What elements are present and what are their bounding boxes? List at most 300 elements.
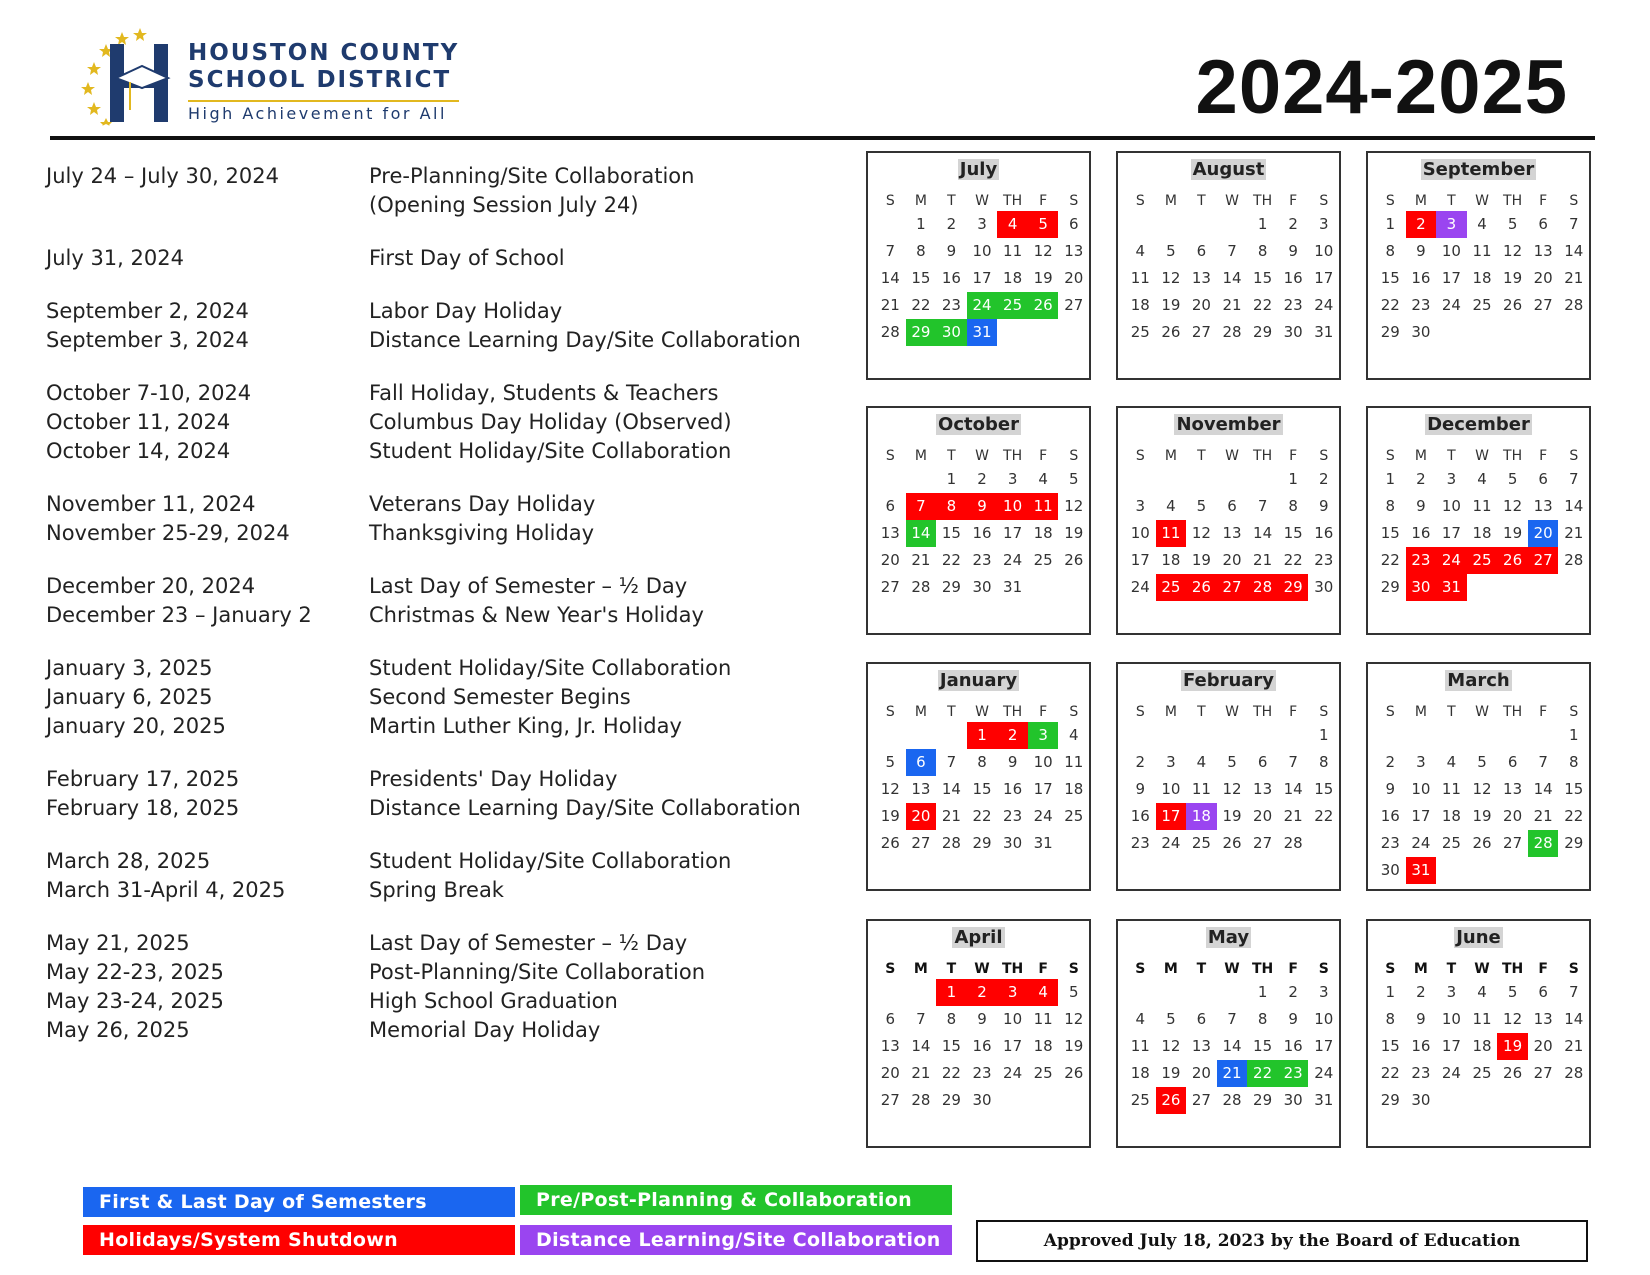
- event-description: Student Holiday/Site Collaboration: [369, 849, 732, 873]
- day-cell: 1: [1257, 215, 1268, 233]
- empty-cell: [1558, 857, 1589, 884]
- day-cell: 12: [1503, 497, 1523, 515]
- day-cell: 7: [1288, 753, 1298, 771]
- empty-cell: [1125, 466, 1156, 493]
- weekday-label: TH: [1003, 193, 1023, 209]
- event-description: Student Holiday/Site Collaboration: [369, 656, 732, 680]
- day-cell: 25: [1033, 1064, 1053, 1082]
- weekday-label: T: [1196, 961, 1207, 977]
- day-cell: 14: [1253, 524, 1273, 542]
- day-cell: 5: [1028, 211, 1059, 238]
- day-cell: 4: [1446, 753, 1457, 771]
- day-cell: 18: [1130, 296, 1150, 314]
- day-cell: 7: [906, 493, 937, 520]
- day-cell: 27: [1191, 1091, 1211, 1109]
- month-title-row: [868, 414, 1089, 438]
- day-cell: 23: [972, 551, 992, 569]
- month-december: [1366, 406, 1591, 635]
- day-cell: 22: [972, 807, 992, 825]
- day-cell: 8: [1318, 753, 1329, 771]
- weekday-label: TH: [1253, 704, 1273, 720]
- empty-cell: [1497, 857, 1528, 884]
- day-cell: 11: [1003, 242, 1023, 260]
- day-cell: 6: [1538, 470, 1548, 488]
- event-row: [46, 437, 846, 466]
- event-date: May 26, 2025: [46, 1018, 190, 1042]
- week-row: [1118, 749, 1339, 776]
- weekday-label: T: [1446, 961, 1457, 977]
- event-row: [46, 326, 846, 355]
- day-cell: 25: [1033, 551, 1053, 569]
- week-row: [1368, 211, 1589, 238]
- day-cell: 28: [1247, 574, 1278, 601]
- day-cell: 15: [1380, 269, 1400, 287]
- empty-cell: [1217, 211, 1248, 238]
- day-cell: 16: [941, 269, 961, 287]
- event-row: [46, 572, 846, 601]
- event-row: [46, 794, 846, 823]
- day-cell: 7: [1568, 470, 1579, 488]
- day-cell: 21: [1222, 296, 1242, 314]
- weekday-label: S: [1135, 704, 1145, 720]
- day-cell: 25: [1467, 547, 1498, 574]
- day-cell: 27: [1533, 1064, 1553, 1082]
- empty-cell: [1217, 466, 1248, 493]
- day-cell: 15: [1253, 269, 1273, 287]
- event-date: September 3, 2024: [46, 328, 249, 352]
- weekday-label: M: [1414, 704, 1427, 720]
- empty-cell: [1247, 466, 1278, 493]
- day-cell: 19: [1064, 524, 1084, 542]
- empty-cell: [1058, 1087, 1089, 1114]
- weekday-label: F: [1039, 193, 1048, 209]
- day-cell: 27: [1191, 323, 1211, 341]
- event-date: May 22-23, 2025: [46, 960, 224, 984]
- day-cell: 30: [1411, 1091, 1431, 1109]
- week-row: [1368, 1060, 1589, 1087]
- day-cell: 6: [1538, 215, 1548, 233]
- weekday-label: T: [947, 448, 956, 464]
- day-cell: 11: [1472, 242, 1492, 260]
- day-cell: 15: [911, 269, 931, 287]
- day-cell: 10: [1314, 1010, 1334, 1028]
- event-date: July 24 – July 30, 2024: [46, 164, 279, 188]
- weekday-label: TH: [1003, 704, 1023, 720]
- day-cell: 8: [1288, 497, 1298, 515]
- day-cell: 22: [1314, 807, 1334, 825]
- day-cell: 7: [1227, 242, 1237, 260]
- day-cell: 9: [1007, 753, 1018, 771]
- day-cell: 15: [941, 524, 961, 542]
- day-cell: 7: [1568, 983, 1579, 1001]
- day-cell: 3: [1416, 753, 1426, 771]
- day-cell: 20: [1191, 1064, 1211, 1082]
- event-description: Student Holiday/Site Collaboration: [369, 439, 732, 463]
- day-cell: 8: [1385, 1010, 1396, 1028]
- day-cell: 14: [1222, 269, 1242, 287]
- weekday-label: M: [914, 193, 927, 209]
- month-march: [1366, 662, 1591, 891]
- weekday-label: F: [1539, 193, 1548, 209]
- empty-cell: [1186, 722, 1217, 749]
- week-row: [1368, 749, 1589, 776]
- day-cell: 9: [1416, 1010, 1426, 1028]
- weekday-label: F: [1289, 448, 1298, 464]
- weekday-label: W: [975, 193, 989, 209]
- week-row: [1118, 979, 1339, 1006]
- day-cell: 18: [1186, 803, 1217, 830]
- day-cell: 19: [1064, 1037, 1084, 1055]
- day-cell: 13: [1533, 242, 1553, 260]
- weekday-label: W: [1225, 448, 1239, 464]
- event-group: [46, 847, 846, 905]
- empty-cell: [1156, 722, 1187, 749]
- day-cell: 13: [911, 780, 931, 798]
- weekday-header: [1118, 446, 1339, 466]
- day-cell: 19: [1503, 524, 1523, 542]
- day-cell: 15: [1253, 1037, 1273, 1055]
- day-cell: 5: [885, 753, 896, 771]
- day-cell: 12: [1064, 1010, 1084, 1028]
- weekday-label: S: [1385, 704, 1395, 720]
- empty-cell: [1058, 319, 1089, 346]
- week-row: [1368, 466, 1589, 493]
- day-cell: 17: [1441, 524, 1461, 542]
- weekday-label: W: [1475, 448, 1489, 464]
- week-row: [868, 1060, 1089, 1087]
- day-cell: 19: [1161, 1064, 1181, 1082]
- legend-holidays: Holidays/System Shutdown: [83, 1225, 515, 1255]
- empty-cell: [1028, 1087, 1059, 1114]
- day-cell: 8: [916, 242, 926, 260]
- day-cell: 20: [1533, 269, 1553, 287]
- empty-cell: [1528, 1087, 1559, 1114]
- day-cell: 28: [1283, 834, 1303, 852]
- day-cell: 3: [1446, 983, 1457, 1001]
- month-april: [866, 919, 1091, 1148]
- day-cell: 25: [1130, 323, 1150, 341]
- day-cell: 23: [1411, 1064, 1431, 1082]
- day-cell: 26: [1472, 834, 1492, 852]
- day-cell: 14: [1283, 780, 1303, 798]
- day-cell: 20: [1533, 1037, 1553, 1055]
- day-cell: 21: [880, 296, 900, 314]
- day-cell: 4: [997, 211, 1028, 238]
- month-october: [866, 406, 1091, 635]
- empty-cell: [1528, 857, 1559, 884]
- event-row: [46, 929, 846, 958]
- day-cell: 8: [946, 1010, 957, 1028]
- day-cell: 9: [1416, 497, 1426, 515]
- day-cell: 3: [1166, 753, 1176, 771]
- event-date: July 31, 2024: [46, 246, 184, 270]
- weekday-label: M: [1414, 448, 1427, 464]
- day-cell: 9: [1416, 242, 1426, 260]
- empty-cell: [1436, 1087, 1467, 1114]
- day-cell: 14: [1564, 497, 1584, 515]
- event-description: Spring Break: [369, 878, 504, 902]
- day-cell: 1: [1385, 983, 1396, 1001]
- empty-cell: [1156, 466, 1187, 493]
- weekday-label: TH: [1251, 961, 1274, 977]
- weekday-label: M: [914, 448, 927, 464]
- day-cell: 17: [1441, 1037, 1461, 1055]
- day-cell: 15: [1380, 1037, 1400, 1055]
- day-cell: 23: [972, 1064, 992, 1082]
- day-cell: 23: [941, 296, 961, 314]
- event-row: [46, 654, 846, 683]
- weekday-label: T: [947, 704, 956, 720]
- day-cell: 20: [1253, 807, 1273, 825]
- weekday-label: F: [1038, 961, 1048, 977]
- weekday-label: M: [1413, 961, 1428, 977]
- day-cell: 3: [1028, 722, 1059, 749]
- day-cell: 4: [1028, 979, 1059, 1006]
- weekday-header: [868, 959, 1089, 979]
- weekday-label: S: [1318, 961, 1329, 977]
- weekday-header: [1118, 959, 1339, 979]
- day-cell: 19: [1161, 296, 1181, 314]
- day-cell: 26: [1064, 1064, 1084, 1082]
- week-row: [1118, 265, 1339, 292]
- weekday-label: M: [1164, 448, 1177, 464]
- day-cell: 1: [1385, 470, 1396, 488]
- day-cell: 27: [880, 1091, 900, 1109]
- event-group: [46, 572, 846, 630]
- empty-cell: [1436, 319, 1467, 346]
- day-cell: 10: [1411, 780, 1431, 798]
- day-cell: 24: [1411, 834, 1431, 852]
- day-cell: 13: [880, 524, 900, 542]
- day-cell: 26: [1028, 292, 1059, 319]
- day-cell: 29: [1278, 574, 1309, 601]
- day-cell: 29: [1380, 323, 1400, 341]
- month-title-row: [1118, 927, 1339, 951]
- day-cell: 2: [1416, 470, 1426, 488]
- day-cell: 30: [1283, 323, 1303, 341]
- day-cell: 1: [1318, 726, 1329, 744]
- event-date: January 3, 2025: [46, 656, 213, 680]
- weekday-label: S: [885, 193, 895, 209]
- event-group: [46, 765, 846, 823]
- day-cell: 23: [1003, 807, 1023, 825]
- day-cell: 21: [1564, 269, 1584, 287]
- day-cell: 27: [1253, 834, 1273, 852]
- event-group: [46, 929, 846, 1045]
- event-group: [46, 654, 846, 741]
- empty-cell: [906, 722, 937, 749]
- day-cell: 2: [977, 470, 987, 488]
- day-cell: 30: [972, 1091, 992, 1109]
- day-cell: 18: [1472, 1037, 1492, 1055]
- day-cell: 31: [1003, 578, 1023, 596]
- day-cell: 16: [1314, 524, 1334, 542]
- event-date: March 28, 2025: [46, 849, 211, 873]
- approval-note: Approved July 18, 2023 by the Board of Education: [976, 1220, 1588, 1262]
- day-cell: 7: [885, 242, 896, 260]
- day-cell: 7: [1227, 1010, 1237, 1028]
- weekday-label: T: [946, 961, 957, 977]
- day-cell: 12: [1033, 242, 1053, 260]
- day-cell: 17: [972, 269, 992, 287]
- day-cell: 14: [906, 520, 937, 547]
- empty-cell: [1467, 319, 1498, 346]
- event-date: November 11, 2024: [46, 492, 256, 516]
- day-cell: 13: [1191, 269, 1211, 287]
- day-cell: 16: [1380, 807, 1400, 825]
- day-cell: 3: [977, 215, 987, 233]
- day-cell: 9: [1135, 780, 1146, 798]
- day-cell: 15: [941, 1037, 961, 1055]
- day-cell: 11: [1472, 497, 1492, 515]
- empty-cell: [1156, 211, 1187, 238]
- day-cell: 18: [1003, 269, 1023, 287]
- month-title-row: [1118, 414, 1339, 438]
- event-group: [46, 162, 846, 220]
- empty-cell: [997, 319, 1028, 346]
- day-cell: 31: [967, 319, 998, 346]
- day-cell: 12: [1503, 1010, 1523, 1028]
- day-cell: 5: [1068, 470, 1079, 488]
- month-title-row: [1118, 670, 1339, 694]
- weekday-label: S: [1568, 961, 1579, 977]
- empty-cell: [1558, 1087, 1589, 1114]
- day-cell: 13: [1533, 1010, 1553, 1028]
- day-cell: 26: [1503, 296, 1523, 314]
- day-cell: 11: [1441, 780, 1461, 798]
- event-description: Memorial Day Holiday: [369, 1018, 601, 1042]
- day-cell: 16: [1411, 524, 1431, 542]
- weekday-label: T: [1197, 193, 1206, 209]
- month-august: [1116, 151, 1341, 380]
- empty-cell: [1125, 211, 1156, 238]
- day-cell: 4: [1477, 983, 1487, 1001]
- day-cell: 30: [1411, 323, 1431, 341]
- day-cell: 30: [1380, 861, 1400, 879]
- district-tagline: High Achievement for All: [188, 100, 459, 123]
- day-cell: 10: [1003, 1010, 1023, 1028]
- day-cell: 12: [1161, 269, 1181, 287]
- day-cell: 19: [1191, 551, 1211, 569]
- day-cell: 12: [1472, 780, 1492, 798]
- day-cell: 6: [885, 497, 896, 515]
- day-cell: 13: [880, 1037, 900, 1055]
- day-cell: 1: [916, 215, 926, 233]
- day-cell: 10: [1314, 242, 1334, 260]
- day-cell: 13: [1503, 780, 1523, 798]
- day-cell: 16: [1130, 807, 1150, 825]
- weekday-label: M: [913, 961, 928, 977]
- day-cell: 22: [1380, 551, 1400, 569]
- event-description: Distance Learning Day/Site Collaboration: [369, 796, 801, 820]
- month-title: September: [1422, 159, 1535, 180]
- weekday-header: [868, 702, 1089, 722]
- day-cell: 4: [1477, 215, 1487, 233]
- day-cell: 4: [1196, 753, 1207, 771]
- day-cell: 12: [1191, 524, 1211, 542]
- day-cell: 2: [946, 215, 957, 233]
- day-cell: 11: [1191, 780, 1211, 798]
- day-cell: 20: [1191, 296, 1211, 314]
- event-description: (Opening Session July 24): [369, 193, 639, 217]
- day-cell: 25: [1472, 296, 1492, 314]
- day-cell: 2: [997, 722, 1028, 749]
- day-cell: 19: [1033, 269, 1053, 287]
- day-cell: 24: [1161, 834, 1181, 852]
- day-cell: 24: [1003, 551, 1023, 569]
- week-row: [1368, 979, 1589, 1006]
- week-row: [1118, 1087, 1339, 1114]
- day-cell: 29: [941, 1091, 961, 1109]
- day-cell: 15: [972, 780, 992, 798]
- day-cell: 2: [1135, 753, 1146, 771]
- weekday-label: T: [1447, 448, 1456, 464]
- week-row: [1118, 1033, 1339, 1060]
- month-may: [1116, 919, 1341, 1148]
- day-cell: 27: [1217, 574, 1248, 601]
- day-cell: 22: [941, 551, 961, 569]
- day-cell: 10: [972, 242, 992, 260]
- day-cell: 14: [1222, 1037, 1242, 1055]
- day-cell: 6: [1538, 983, 1548, 1001]
- event-description: Last Day of Semester – ½ Day: [369, 574, 688, 598]
- day-cell: 24: [1033, 807, 1053, 825]
- day-cell: 21: [911, 551, 931, 569]
- week-row: [1368, 292, 1589, 319]
- week-row: [1118, 292, 1339, 319]
- day-cell: 16: [972, 524, 992, 542]
- weekday-label: T: [947, 193, 956, 209]
- events-list: [46, 162, 846, 1069]
- day-cell: 21: [911, 1064, 931, 1082]
- week-row: [1118, 520, 1339, 547]
- day-cell: 7: [946, 753, 957, 771]
- event-date: October 7-10, 2024: [46, 381, 252, 405]
- week-row: [1118, 547, 1339, 574]
- day-cell: 2: [967, 979, 998, 1006]
- weekday-label: M: [1164, 704, 1177, 720]
- week-row: [1368, 1087, 1589, 1114]
- weekday-label: S: [1569, 193, 1579, 209]
- day-cell: 27: [1064, 296, 1084, 314]
- day-cell: 20: [1064, 269, 1084, 287]
- day-cell: 26: [1186, 574, 1217, 601]
- day-cell: 17: [1130, 551, 1150, 569]
- event-row: [46, 683, 846, 712]
- event-row: [46, 987, 846, 1016]
- day-cell: 30: [936, 319, 967, 346]
- day-cell: 20: [1528, 520, 1559, 547]
- empty-cell: [1028, 319, 1059, 346]
- week-row: [1118, 803, 1339, 830]
- week-row: [1118, 722, 1339, 749]
- empty-cell: [1028, 574, 1059, 601]
- day-cell: 1: [1568, 726, 1579, 744]
- event-date: January 20, 2025: [46, 714, 226, 738]
- month-title: January: [939, 670, 1018, 691]
- weekday-label: F: [1288, 961, 1298, 977]
- weekday-label: F: [1538, 961, 1548, 977]
- day-cell: 18: [1472, 524, 1492, 542]
- district-name-line2: SCHOOL DISTRICT: [188, 67, 452, 93]
- empty-cell: [1497, 574, 1528, 601]
- day-cell: 2: [1416, 983, 1426, 1001]
- event-description: Presidents' Day Holiday: [369, 767, 618, 791]
- empty-cell: [906, 979, 937, 1006]
- day-cell: 2: [1288, 983, 1298, 1001]
- day-cell: 4: [1068, 726, 1079, 744]
- day-cell: 23: [1278, 1060, 1309, 1087]
